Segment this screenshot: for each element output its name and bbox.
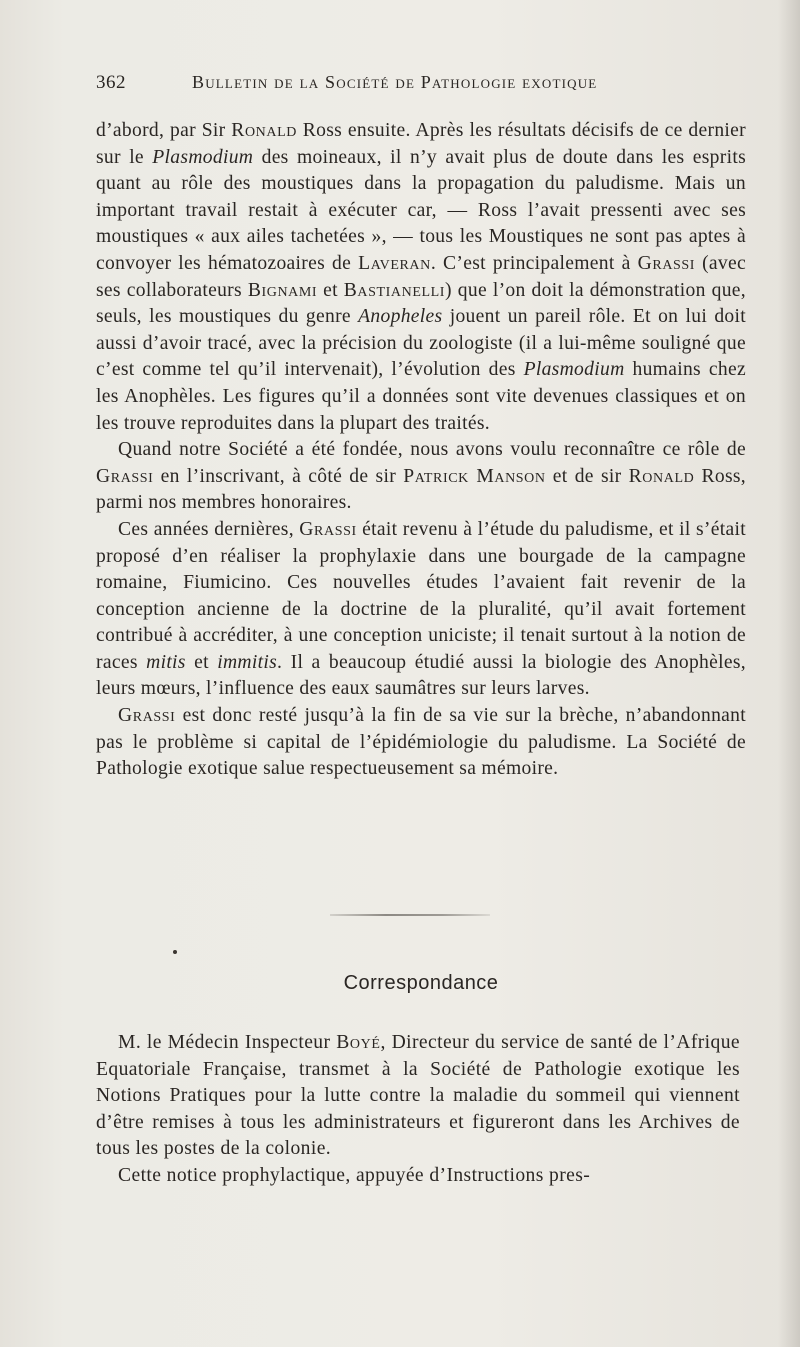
text-run: et de sir (545, 465, 629, 487)
text-run: en l’inscrivant, à côté de sir (153, 465, 404, 487)
correspondance-paragraph-1 (96, 1030, 740, 1163)
text-run: (avec ses collaborateurs (96, 252, 746, 301)
text-run: Ross, parmi nos membres honoraires. (96, 465, 747, 514)
name-smallcaps: Ronald (231, 120, 297, 141)
section-title: Correspondance (343, 972, 499, 994)
paragraph-4 (96, 703, 746, 783)
correspondance-paragraph-2 (96, 1163, 740, 1190)
name-smallcaps: Laveran (358, 252, 431, 274)
name-smallcaps: Bastianelli (343, 279, 446, 301)
text-run: et (185, 651, 218, 673)
printed-dot (173, 950, 177, 954)
article-body (96, 118, 746, 783)
name-smallcaps: Boyé (336, 1032, 381, 1053)
text-run: . C’est principalement à (430, 252, 638, 274)
text-run: et (317, 279, 344, 301)
text-run: , Directeur du service de santé de l’Afrique Equatoriale Française, transmet à la Société de Pathologie exotique les Notions Pratiques pour la lutte contre la maladie du sommeil qui viennent d’être remises à tous les administrateurs et figureront dans les Archives de tous les postes de la colonie. (96, 1032, 741, 1160)
text-run: jouent un pareil rôle. Et on lui doit aussi d’avoir tracé, avec la précision du zoologiste (il a lui-même souligné que c’est comme tel qu’il intervenait), l’évolution des (96, 306, 746, 381)
text-run: d’abord, par Sir (96, 120, 232, 141)
paragraph-3 (96, 517, 746, 703)
running-head: Bulletin de la Société de Pathologie exotique (192, 72, 598, 92)
italic-term: mitis (146, 651, 186, 673)
italic-term: immitis (217, 651, 278, 673)
text-run: . Il a beaucoup étudié aussi la biologie des Anophèles, leurs mœurs, l’influence des eaux saumâtres sur leurs larves. (96, 651, 746, 700)
text-run: Ross ensuite. Après les résultats décisifs de ce dernier sur le (96, 120, 746, 168)
text-run: Ces années dernières, (118, 518, 300, 540)
name-smallcaps: Bignami (247, 279, 318, 301)
text-run: Quand notre Société a été fondée, nous avons voulu reconnaître ce rôle de (118, 439, 746, 461)
name-smallcaps: Grassi (299, 518, 357, 540)
text-run: Cette notice prophylactique, appuyée d’Instructions pres- (118, 1164, 591, 1186)
page-edge-shadow (778, 0, 800, 1347)
correspondance-body (96, 1030, 740, 1190)
name-smallcaps: Ronald (628, 465, 695, 487)
italic-term: Plasmodium (152, 146, 254, 168)
name-smallcaps: Patrick Manson (403, 465, 546, 487)
text-run: des moineaux, il n’y avait plus de doute dans les esprits quant au rôle des moustiques dans la propagation du paludisme. Mais un important travail restait à exécuter car, — Ross l’avait pressenti avec ses moustiques « aux ailes tachetées », — tous les Moustiques ne sont pas aptes à convoyer les hématozoaires de (96, 146, 746, 274)
text-run: humains chez les Anophèles. Les figures qu’il a données sont vite devenues classiques et on les trouve reproduites dans la plupart des traités. (96, 359, 746, 434)
text-run: ) que l’on doit la démonstration que, seuls, les moustiques du genre (96, 279, 746, 328)
page-number: 362 (96, 72, 126, 93)
paragraph-1 (96, 118, 746, 437)
text-run: était revenu à l’étude du paludisme, et il s’était proposé d’en réaliser la prophylaxie dans une bourgade de la campagne romaine, Fiumicino. Ces nouvelles études l’avaient fait revenir de la conception ancienne de la doctrine de la pluralité, qu’il avait fortement contribué à accréditer, à une conception uniciste; il tenait surtout à la notion de races (96, 518, 746, 673)
name-smallcaps: Grassi (637, 252, 696, 274)
page-header (96, 72, 756, 98)
text-run: est donc resté jusqu’à la fin de sa vie sur la brèche, n’abandonnant pas le problème si capital de l’épidémiologie du paludisme. La Société de Pathologie exotique salue respectueusement sa mémoire. (96, 705, 746, 780)
text-run: M. le Médecin Inspecteur (118, 1032, 337, 1053)
italic-term: Plasmodium (523, 359, 625, 381)
italic-term: Anopheles (358, 306, 443, 328)
section-divider-rule (330, 914, 490, 916)
paragraph-2 (96, 437, 746, 517)
name-smallcaps: Grassi (96, 465, 154, 487)
name-smallcaps: Grassi (118, 705, 176, 727)
